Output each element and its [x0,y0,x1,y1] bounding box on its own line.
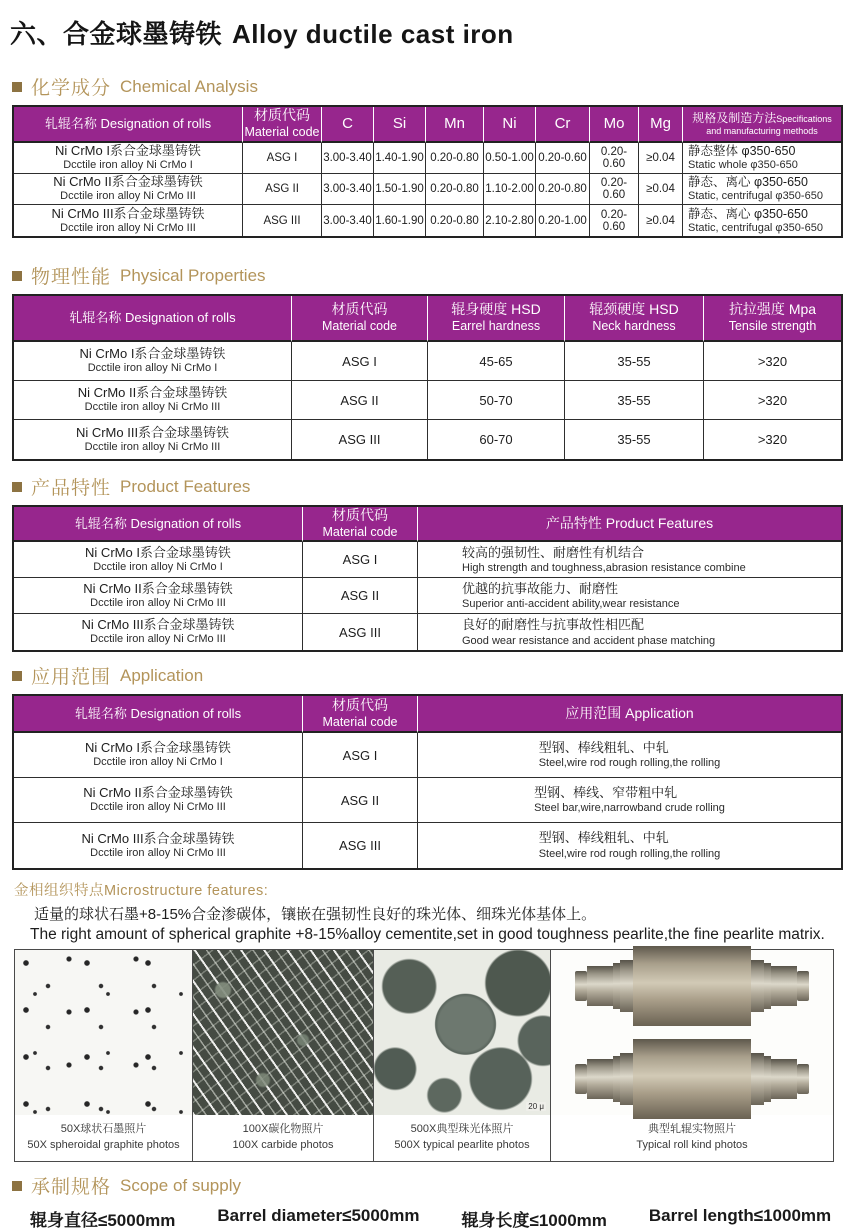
name-zh: Ni CrMo III系合金球墨铸铁 [81,617,235,633]
name-en: Dcctile iron alloy Ni CrMo I [93,560,223,573]
cell-feature [417,614,841,650]
square-bullet-icon [12,82,22,92]
roll-segment [751,960,764,1012]
roll-segment [764,1056,771,1102]
cell-mn: 0.20-0.80 [425,143,483,174]
cell-c: 3.00-3.40 [321,174,373,205]
page-title-en: Alloy ductile cast iron [232,19,514,49]
col-material-code [302,696,417,733]
cell-application [417,778,841,823]
caption-en: 100X carbide photos [232,1138,334,1151]
application-en: Steel bar,wire,narrowband crude rolling [534,802,725,815]
cell-code: ASG II [291,381,427,420]
cell-cr: 0.20-0.80 [535,174,589,205]
photo-caption [193,1115,373,1161]
table-header-row [14,696,841,733]
square-bullet-icon [12,271,22,281]
cell-c: 3.00-3.40 [321,205,373,236]
cell-mg: ≥0.04 [638,143,682,174]
header-text: 轧辊名称 Designation of rolls [69,310,236,325]
microstructure-heading [14,879,855,900]
cell-si: 1.60-1.90 [373,205,425,236]
product-features-table [12,505,843,652]
cell-designation [14,342,291,381]
header-zh: 抗拉强度 Mpa [728,301,817,318]
section-heading-zh: 化学成分 [31,78,112,99]
cell-mn: 0.20-0.80 [425,205,483,236]
cell-code: ASG III [302,823,417,868]
col-element-mo: Mo [589,107,638,143]
name-en: Dcctile iron alloy Ni CrMo I [63,159,193,172]
table-header-row [14,107,841,143]
header-text: 轧辊名称 Designation of rolls [44,116,212,131]
header-text: 应用范围 Application [565,704,694,721]
cell-designation [14,542,302,578]
section-heading-zh: 物理性能 [31,267,112,288]
name-en: Dcctile iron alloy Ni CrMo I [93,756,223,769]
col-element-ni: Ni [483,107,535,143]
table-row [14,823,841,868]
col-material-code [302,507,417,542]
roll-segment [797,971,809,1001]
header-text: 轧辊名称 Designation of rolls [74,705,242,721]
cell-feature [417,578,841,614]
table-row [14,614,841,650]
roll-segment [620,960,633,1012]
section-heading-en: Chemical Analysis [120,76,258,96]
col-designation [14,696,302,733]
table-row [14,381,841,420]
square-bullet-icon [12,1181,22,1191]
cell-mg: ≥0.04 [638,174,682,205]
header-en: Material code [322,714,398,729]
roll-illustration [575,1039,809,1119]
cell-code: ASG I [302,733,417,778]
cell-barrel-hardness: 50-70 [427,381,564,420]
section-heading-application [12,662,855,689]
header-text: 轧辊名称 Designation of rolls [74,515,242,531]
cell-designation [14,174,242,205]
cell-application [417,733,841,778]
col-material-code [291,296,427,342]
cell-designation [14,205,242,236]
header-en: Tensile strength [728,318,817,333]
caption-zh: 典型轧辊实物照片 [648,1123,736,1136]
microstructure-heading-zh: 金相组织特点 [14,883,104,900]
photo-panel-pearlite [374,950,551,1161]
col-element-mg: Mg [638,107,682,143]
square-bullet-icon [12,482,22,492]
header-zh: 辊颈硬度 HSD [589,301,679,318]
application-text [539,829,721,861]
table-row [14,342,841,381]
name-en: Dcctile iron alloy Ni CrMo III [90,801,226,814]
cell-designation [14,420,291,459]
name-en: Dcctile iron alloy Ni CrMo III [90,596,226,609]
name-zh: Ni CrMo I系合金球墨铸铁 [79,346,226,361]
name-en: Dcctile iron alloy Ni CrMo I [87,362,218,375]
feature-en: High strength and toughness,abrasion resistance combine [462,562,746,575]
cell-code: ASG II [242,174,321,205]
feature-zh: 优越的抗事故能力、耐磨性 [462,580,619,596]
page-title-zh: 六、合金球墨铸铁 [10,19,223,49]
header-spec-zh: 规格及制造方法 [692,110,777,125]
name-zh: Ni CrMo III系合金球墨铸铁 [81,830,235,846]
col-designation [14,507,302,542]
section-heading-zh: 承制规格 [31,1177,112,1199]
cell-spec [682,174,841,205]
roll-segment [613,1056,620,1102]
roll-segment [575,1064,587,1094]
physical-properties-table [12,294,843,461]
caption-zh: 50X球状石墨照片 [60,1123,147,1136]
roll-illustration [575,946,809,1026]
carbide-micrograph [193,950,373,1115]
table-row [14,733,841,778]
header-en: Neck hardness [592,318,676,333]
header-zh: 材质代码 [331,301,388,318]
header-spec-line1 [683,111,841,126]
table-row [14,174,841,205]
name-zh: Ni CrMo II系合金球墨铸铁 [53,174,203,189]
header-zh: 材质代码 [332,697,388,714]
section-heading-supply [12,1172,855,1199]
header-en: Material code [322,524,398,539]
application-text [539,739,721,771]
col-application [417,696,841,733]
supply-spec-item: 辊身直径≤5000mm [30,1211,176,1231]
feature-zh: 良好的耐磨性与抗事故性相匹配 [462,617,645,633]
cell-cr: 0.20-1.00 [535,205,589,236]
name-zh: Ni CrMo III系合金球墨铸铁 [51,205,205,221]
header-en: Material code [321,318,398,333]
name-zh: Ni CrMo I系合金球墨铸铁 [85,544,231,560]
section-heading-en: Scope of supply [120,1175,241,1195]
spec-en: Static, centrifugal φ350-650 [688,221,823,234]
cell-code: ASG I [302,542,417,578]
photo-panel-graphite [15,950,193,1161]
col-element-si: Si [373,107,425,143]
cell-designation [14,381,291,420]
cell-spec [682,205,841,236]
table-row [14,143,841,174]
feature-en: Good wear resistance and accident phase matching [462,634,716,647]
section-heading-en: Application [120,665,204,685]
col-designation [14,107,242,143]
table-row [14,578,841,614]
col-element-mn: Mn [425,107,483,143]
caption-zh: 500X典型珠光体照片 [410,1123,514,1136]
typical-roll-photo [551,950,833,1115]
caption-en: Typical roll kind photos [636,1138,748,1151]
catalog-page [0,14,855,1231]
cell-designation [14,778,302,823]
table-row [14,205,841,236]
photo-panel-rolls [551,950,833,1161]
name-zh: Ni CrMo I系合金球墨铸铁 [85,740,231,756]
cell-tensile: >320 [703,420,841,459]
application-zh: 型钢、棒线、窄带粗中轧 [534,784,678,800]
spec-zh: 静态、离心 φ350-650 [688,206,808,221]
cell-designation [14,733,302,778]
photo-strip [14,949,834,1162]
cell-spec [682,143,841,174]
cell-designation [14,578,302,614]
header-text: 产品特性 Product Features [545,514,714,531]
header-spec-en1: Specifications [776,113,832,124]
cell-designation [14,614,302,650]
header-en: Earrel hardness [451,318,541,333]
section-heading-zh: 应用范围 [31,667,112,689]
photo-caption [551,1115,833,1161]
name-en: Dcctile iron alloy Ni CrMo III [84,401,221,414]
section-heading-en: Physical Properties [120,265,266,285]
caption-en: 500X typical pearlite photos [394,1138,530,1151]
supply-specs [30,1206,855,1231]
cell-si: 1.40-1.90 [373,143,425,174]
microstructure-text-en: The right amount of spherical graphite +8-15%alloy cementite,set in good toughness pearlite,the fine pearlite matrix. [30,926,825,944]
cell-barrel-hardness: 60-70 [427,420,564,459]
spec-zh: 静态、离心 φ350-650 [688,175,808,189]
name-zh: Ni CrMo II系合金球墨铸铁 [77,385,228,400]
cell-neck-hardness: 35-55 [564,381,703,420]
section-heading-en: Product Features [120,476,251,496]
cell-c: 3.00-3.40 [321,143,373,174]
application-zh: 型钢、棒线粗轧、中轧 [538,830,669,846]
col-element-cr: Cr [535,107,589,143]
cell-code: ASG II [302,778,417,823]
cell-barrel-hardness: 45-65 [427,342,564,381]
cell-code: ASG III [302,614,417,650]
cell-si: 1.50-1.90 [373,174,425,205]
pearlite-micrograph [374,950,550,1115]
table-header-row [14,507,841,542]
roll-segment [771,966,797,1006]
cell-mo: 0.20-0.60 [589,205,638,236]
application-zh: 型钢、棒线粗轧、中轧 [538,739,669,755]
supply-spec-item: Barrel length≤1000mm [648,1206,832,1226]
spec-en: Static whole φ350-650 [688,159,798,172]
name-en: Dcctile iron alloy Ni CrMo III [60,190,196,203]
header-zh: 材质代码 [254,107,310,124]
supply-spec-item: Barrel diameter≤5000mm [217,1206,420,1226]
name-zh: Ni CrMo I系合金球墨铸铁 [55,143,201,158]
feature-zh: 较高的强韧性、耐磨性有机结合 [462,544,645,560]
roll-segment [771,1059,797,1099]
supply-spec-item: 辊身长度≤1000mm [461,1211,607,1231]
photo-panel-carbide [193,950,374,1161]
cell-code: ASG III [242,205,321,236]
roll-segment [633,1039,751,1119]
table-row [14,420,841,459]
spec-en: Static, centrifugal φ350-650 [688,190,823,203]
cell-ni: 2.10-2.80 [483,205,535,236]
col-material-code [242,107,321,143]
microstructure-text-zh: 适量的球状石墨+8-15%合金渗碳体，镶嵌在强韧性良好的珠光体、细珠光体基体上。 [34,906,597,924]
name-en: Dcctile iron alloy Ni CrMo III [90,633,226,646]
cell-code: ASG I [242,143,321,174]
cell-mg: ≥0.04 [638,205,682,236]
col-barrel-hardness [427,296,564,342]
cell-neck-hardness: 35-55 [564,342,703,381]
cell-mo: 0.20-0.60 [589,174,638,205]
page-title [10,14,855,51]
header-zh: 辊身硬度 HSD [451,301,541,318]
cell-designation [14,823,302,868]
cell-ni: 1.10-2.00 [483,174,535,205]
header-zh: 材质代码 [332,507,388,523]
col-tensile-strength [703,296,841,342]
application-text [534,784,725,816]
name-en: Dcctile iron alloy Ni CrMo III [84,440,221,453]
roll-segment [797,1064,809,1094]
col-specifications [682,107,841,143]
table-row [14,542,841,578]
cell-code: ASG II [302,578,417,614]
name-en: Dcctile iron alloy Ni CrMo III [90,846,226,859]
spec-zh: 静态整体 φ350-650 [688,144,796,158]
name-zh: Ni CrMo II系合金球墨铸铁 [83,785,233,801]
cell-mo: 0.20-0.60 [589,143,638,174]
header-en: Material code [244,124,320,139]
cell-code: ASG I [291,342,427,381]
roll-segment [587,1059,613,1099]
roll-segment [587,966,613,1006]
caption-en: 50X spheroidal graphite photos [27,1138,180,1151]
cell-designation [14,143,242,174]
cell-feature [417,542,841,578]
section-heading-features [12,473,855,500]
cell-tensile: >320 [703,342,841,381]
spheroidal-graphite-micrograph [15,950,192,1115]
cell-neck-hardness: 35-55 [564,420,703,459]
roll-segment [613,963,620,1009]
cell-tensile: >320 [703,381,841,420]
microstructure-heading-en: Microstructure features: [104,883,269,900]
section-heading-zh: 产品特性 [31,478,112,499]
cell-code: ASG III [291,420,427,459]
roll-segment [575,971,587,1001]
photo-caption [374,1115,550,1161]
header-spec-en2: and manufacturing methods [706,125,818,136]
name-zh: Ni CrMo II系合金球墨铸铁 [83,580,233,596]
chemical-analysis-table [12,105,843,238]
application-en: Steel,wire rod rough rolling,the rolling [538,757,721,770]
roll-segment [620,1053,633,1105]
col-neck-hardness [564,296,703,342]
cell-mn: 0.20-0.80 [425,174,483,205]
caption-zh: 100X碳化物照片 [242,1123,324,1136]
photo-caption [15,1115,192,1161]
col-element-c: C [321,107,373,143]
col-product-features [417,507,841,542]
table-row [14,778,841,823]
section-heading-physical [12,262,855,289]
roll-segment [764,963,771,1009]
roll-segment [751,1053,764,1105]
cell-ni: 0.50-1.00 [483,143,535,174]
table-header-row [14,296,841,342]
cell-cr: 0.20-0.60 [535,143,589,174]
application-en: Steel,wire rod rough rolling,the rolling [538,847,721,860]
name-zh: Ni CrMo III系合金球墨铸铁 [75,424,230,440]
feature-en: Superior anti-accident ability,wear resistance [462,598,680,611]
square-bullet-icon [12,671,22,681]
cell-application [417,823,841,868]
name-en: Dcctile iron alloy Ni CrMo III [60,221,196,234]
section-heading-chemical [12,73,855,100]
scale-label: 20 μ [528,1102,544,1112]
col-designation [14,296,291,342]
application-table [12,694,843,870]
roll-segment [633,946,751,1026]
